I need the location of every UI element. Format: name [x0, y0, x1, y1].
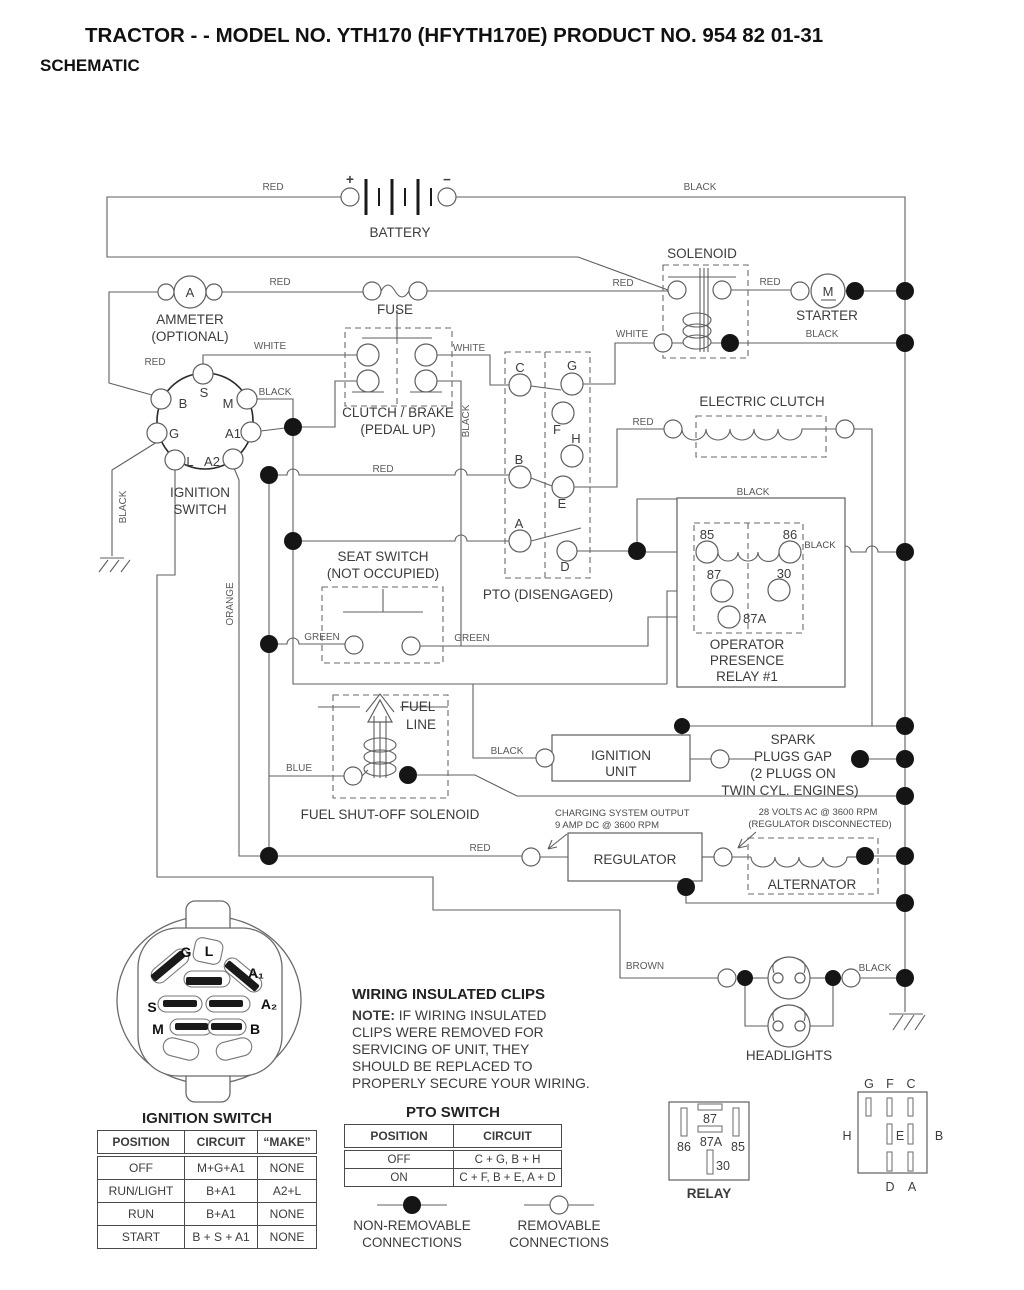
- column-header: CIRCUIT: [454, 1125, 562, 1150]
- electric-clutch-symbol: [664, 416, 854, 457]
- ignition-switch-label2: SWITCH: [173, 502, 227, 517]
- key-label-g: G: [180, 944, 192, 960]
- wire-color-label: RED: [759, 277, 781, 288]
- legend-removable-2: CONNECTIONS: [509, 1235, 609, 1250]
- ign-terminal-s: S: [199, 385, 209, 400]
- connector-pin-f: F: [886, 1077, 894, 1091]
- pto-table-title: PTO SWITCH: [406, 1104, 500, 1121]
- battery-plus: +: [346, 172, 354, 187]
- wire-color-label: GREEN: [454, 633, 490, 644]
- table-row: [345, 1169, 562, 1187]
- column-header: POSITION: [98, 1131, 185, 1156]
- pto-terminal-h: H: [571, 431, 581, 446]
- connector-pin-b: B: [934, 1129, 944, 1143]
- seat-switch-label2: (NOT OCCUPIED): [326, 566, 440, 581]
- key-label-a1: A₁: [248, 965, 264, 981]
- key-label-s: S: [147, 999, 157, 1015]
- cell: NONE: [258, 1226, 317, 1249]
- column-header: POSITION: [345, 1125, 454, 1150]
- wire-color-label: RED: [632, 417, 654, 428]
- alternator-label: ALTERNATOR: [767, 877, 857, 892]
- wire-color-label: BLACK: [490, 746, 524, 757]
- cell: B+A1: [185, 1203, 258, 1226]
- pto-label: PTO (DISENGAGED): [482, 587, 614, 602]
- key-label-a2: A₂: [260, 996, 278, 1012]
- ground-left-symbol: [99, 558, 130, 572]
- cell: OFF: [98, 1155, 185, 1180]
- seat-switch-label: SEAT SWITCH: [337, 549, 429, 564]
- wire-color-label: BLUE: [285, 763, 313, 774]
- volts-annotation-1: 28 VOLTS AC @ 3600 RPM: [758, 807, 878, 818]
- pto-terminal-d: D: [560, 559, 570, 574]
- wire-color-label: BLACK: [683, 182, 717, 193]
- relay-pin-86: 86: [782, 527, 798, 542]
- ign-terminal-m: M: [222, 396, 234, 411]
- wire-color-label: BLACK: [461, 404, 472, 438]
- ignition-switch-label: IGNITION: [170, 485, 230, 500]
- connector-pin-g: G: [864, 1077, 874, 1091]
- cell: NONE: [258, 1203, 317, 1226]
- ignition-unit-label: IGNITION: [591, 748, 651, 763]
- cell: NONE: [258, 1155, 317, 1180]
- pto-terminal-a: A: [514, 516, 524, 531]
- clutch-brake-label: CLUTCH / BRAKE: [342, 405, 454, 420]
- key-label-b: B: [249, 1021, 261, 1037]
- note-line: SHOULD BE REPLACED TO: [352, 1059, 533, 1074]
- ground-right-symbol: [889, 1014, 925, 1030]
- pto-terminal-f: F: [553, 422, 561, 437]
- ign-terminal-g: G: [168, 426, 180, 441]
- pto-switch-table: [344, 1104, 562, 1187]
- table-row: [345, 1149, 562, 1169]
- wire-color-label: RED: [612, 278, 634, 289]
- cell: C + G, B + H: [454, 1149, 562, 1169]
- note-line: SERVICING OF UNIT, THEY: [352, 1042, 530, 1057]
- wire-color-label: WHITE: [452, 343, 486, 354]
- table-row: [98, 1203, 317, 1226]
- cell: OFF: [345, 1149, 454, 1169]
- connector-pin-a: A: [907, 1180, 917, 1194]
- ammeter-optional: (OPTIONAL): [151, 329, 229, 344]
- key-label-l: L: [204, 943, 214, 959]
- ign-terminal-b: B: [178, 396, 188, 411]
- battery-label: BATTERY: [369, 225, 431, 240]
- wire-color-label: BLACK: [858, 963, 892, 974]
- wire-color-label: WHITE: [615, 329, 649, 340]
- fuel-line-label2: LINE: [405, 717, 437, 732]
- connector-pin-h: H: [842, 1129, 852, 1143]
- volts-annotation-2: (REGULATOR DISCONNECTED): [748, 819, 892, 830]
- battery-minus: −: [443, 172, 451, 187]
- battery-symbol: [341, 179, 456, 215]
- wire-color-label: RED: [144, 357, 166, 368]
- cell: RUN: [98, 1203, 185, 1226]
- pto-terminal-b: B: [514, 452, 524, 467]
- starter-m: M: [822, 284, 834, 299]
- relay-pinout-85: 85: [731, 1140, 745, 1154]
- spark-label-4: TWIN CYL. ENGINES): [721, 783, 859, 798]
- relay-pinout-86: 86: [677, 1140, 691, 1154]
- spark-label-3: (2 PLUGS ON: [750, 766, 836, 781]
- pto-terminal-g: G: [566, 358, 578, 373]
- page-subtitle: SCHEMATIC: [40, 56, 140, 75]
- cell: ON: [345, 1169, 454, 1187]
- legend-nonremovable-2: CONNECTIONS: [362, 1235, 462, 1250]
- cell: B+A1: [185, 1180, 258, 1203]
- ign-terminal-a2: A2: [204, 454, 220, 469]
- regulator-label: REGULATOR: [593, 852, 677, 867]
- connector-pin-e: E: [895, 1129, 905, 1143]
- solenoid-label: SOLENOID: [667, 246, 737, 261]
- legend: [353, 1196, 609, 1250]
- table-row: [98, 1155, 317, 1180]
- electric-clutch-label: ELECTRIC CLUTCH: [699, 394, 825, 409]
- connector-pinout: [842, 1077, 943, 1194]
- cell: C + F, B + E, A + D: [454, 1169, 562, 1187]
- spark-label-1: SPARK: [770, 732, 816, 747]
- wire-color-label: BLACK: [118, 490, 129, 524]
- note-line: PROPERLY SECURE YOUR WIRING.: [352, 1076, 590, 1091]
- starter-symbol: [791, 274, 845, 308]
- note-line: IF WIRING INSULATED: [398, 1008, 547, 1023]
- wire-color-label: BLACK: [736, 487, 770, 498]
- wire-color-label: RED: [372, 464, 394, 475]
- cell: B + S + A1: [185, 1226, 258, 1249]
- fuse-label: FUSE: [376, 302, 414, 317]
- ignition-switch-table: [97, 1110, 317, 1249]
- wire-color-label: BLACK: [258, 387, 292, 398]
- relay-pin-87a: 87A: [743, 611, 767, 626]
- wiring-clips-note: [352, 986, 652, 1092]
- legend-nonremovable-1: NON-REMOVABLE: [353, 1218, 471, 1233]
- fuel-solenoid-label: FUEL SHUT-OFF SOLENOID: [300, 807, 480, 822]
- relay-pinout-label: RELAY: [686, 1186, 732, 1201]
- cell: RUN/LIGHT: [98, 1180, 185, 1203]
- wire-color-label: WHITE: [253, 341, 287, 352]
- note-line: CLIPS WERE REMOVED FOR: [352, 1025, 544, 1040]
- ignition-table-title: IGNITION SWITCH: [142, 1110, 272, 1127]
- fuse-symbol: [363, 282, 427, 300]
- headlights-symbol: [718, 957, 860, 1047]
- relay-pinout: [669, 1102, 749, 1201]
- starter-label: STARTER: [796, 308, 858, 323]
- relay-pin-85: 85: [699, 527, 715, 542]
- ignition-unit-label2: UNIT: [605, 764, 637, 779]
- column-header: CIRCUIT: [185, 1131, 258, 1156]
- wire-color-label: BLACK: [804, 540, 836, 551]
- note-heading: WIRING INSULATED CLIPS: [352, 986, 546, 1003]
- column-header: “MAKE”: [258, 1131, 317, 1156]
- relay-pinout-87: 87: [703, 1112, 717, 1126]
- legend-removable-1: REMOVABLE: [517, 1218, 601, 1233]
- ammeter-a: A: [185, 285, 195, 300]
- wire-color-label: RED: [469, 843, 491, 854]
- wire-color-label: ORANGE: [225, 582, 236, 626]
- ignition-key-face: [117, 901, 301, 1102]
- cell: M+G+A1: [185, 1155, 258, 1180]
- ign-terminal-a1: A1: [225, 426, 241, 441]
- connector-pin-d: D: [885, 1180, 895, 1194]
- connector-pin-c: C: [906, 1077, 916, 1091]
- spark-label-2: PLUGS GAP: [753, 749, 833, 764]
- wire-color-label: RED: [269, 277, 291, 288]
- table-row: [98, 1180, 317, 1203]
- wire-color-label: BROWN: [625, 961, 665, 972]
- relay-pin-30: 30: [776, 566, 792, 581]
- charging-annotation-2: 9 AMP DC @ 3600 RPM: [555, 820, 659, 831]
- page-title: TRACTOR - - MODEL NO. YTH170 (HFYTH170E) PRODUCT NO. 954 82 01-31: [85, 24, 824, 47]
- fuel-line-label: FUEL: [400, 699, 436, 714]
- wire-color-label: RED: [262, 182, 284, 193]
- clutch-brake-label2: (PEDAL UP): [360, 422, 436, 437]
- headlights-label: HEADLIGHTS: [745, 1048, 833, 1063]
- table-row: [98, 1226, 317, 1249]
- cell: START: [98, 1226, 185, 1249]
- opr-label-2: PRESENCE: [709, 653, 785, 668]
- seat-switch-symbol: [322, 587, 443, 663]
- pto-terminal-e: E: [557, 496, 567, 511]
- ammeter-label: AMMETER: [156, 312, 224, 327]
- cell: A2+L: [258, 1180, 317, 1203]
- note-prefix: NOTE:: [352, 1008, 395, 1023]
- opr-label-3: RELAY #1: [716, 669, 778, 684]
- pto-terminal-c: C: [515, 360, 525, 375]
- opr-label-1: OPERATOR: [709, 637, 785, 652]
- ign-terminal-l: L: [186, 454, 194, 469]
- wire-color-label: BLACK: [805, 329, 839, 340]
- relay-pin-87: 87: [706, 567, 722, 582]
- charging-annotation-1: CHARGING SYSTEM OUTPUT: [555, 808, 690, 819]
- key-label-m: M: [152, 1021, 164, 1037]
- clutch-brake-switch: [345, 310, 452, 406]
- wire-color-label: GREEN: [304, 632, 340, 643]
- relay-pinout-30: 30: [716, 1159, 730, 1173]
- relay-pinout-87a: 87A: [699, 1135, 723, 1149]
